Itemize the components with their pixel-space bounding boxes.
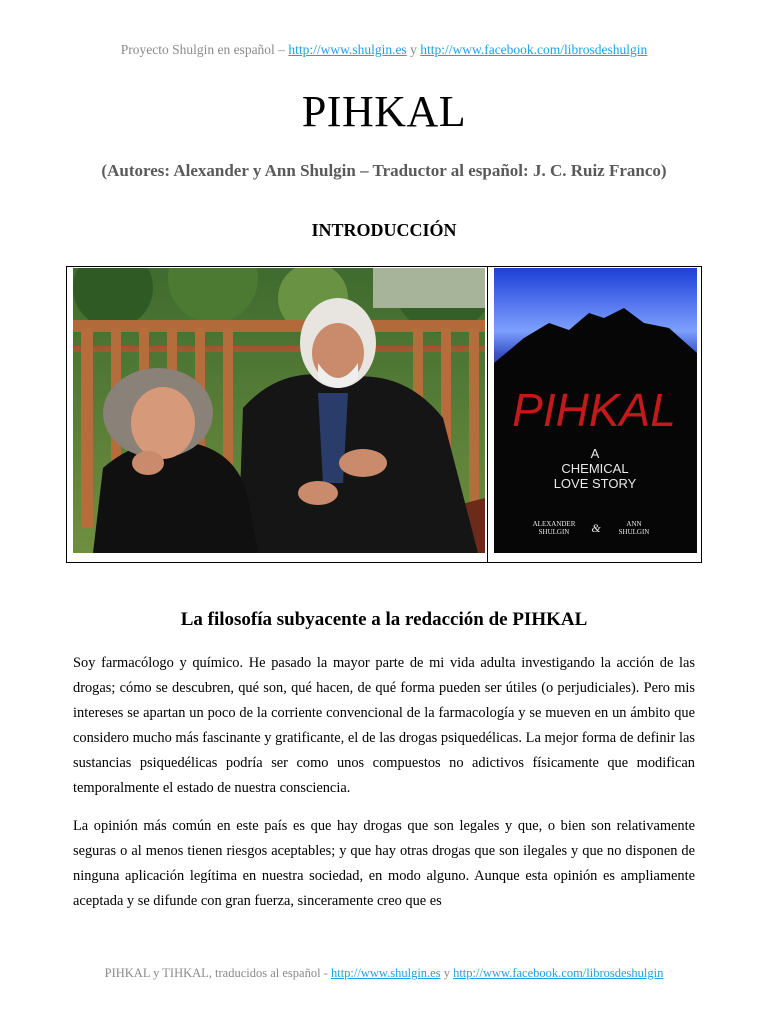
cover-subtitle-a: A — [590, 446, 600, 461]
figure-divider — [487, 267, 488, 562]
header-link-facebook[interactable]: http://www.facebook.com/librosdeshulgin — [420, 42, 648, 57]
header-separator: y — [406, 42, 421, 57]
page-footer — [0, 966, 768, 981]
footer-prefix: PIHKAL y TIHKAL, traducidos al español - — [104, 966, 331, 980]
header-prefix: Proyecto Shulgin en español – — [120, 42, 289, 57]
subheading: La filosofía subyacente a la redacción de PIHKAL — [180, 609, 588, 630]
shulgin-couple-photo — [73, 268, 485, 553]
cover-ampersand: & — [591, 521, 601, 535]
cover-logo: PIHKAL — [512, 384, 676, 436]
book-cover — [494, 268, 697, 553]
paragraph-2: La opinión más común en este país es que hay drogas que son legales y que, o bien son relativamente seguras o al menos tienen riesgos aceptables; y que hay otras drogas que son ilegales y que no disponen de ninguna aplicación legítima en nuestra sociedad, en modo alguno. Aunque esta opinión es ampliamente aceptada y se difunde con gran fuerza, sinceramente creo que es — [73, 818, 695, 909]
cover-author1-last: SHULGIN — [538, 528, 570, 536]
footer-link-facebook[interactable]: http://www.facebook.com/librosdeshulgin — [453, 966, 664, 980]
footer-link-shulgin[interactable]: http://www.shulgin.es — [330, 966, 441, 980]
figure-frame — [66, 266, 702, 563]
cover-author2-last: SHULGIN — [618, 528, 650, 536]
section-title: INTRODUCCIÓN — [311, 220, 457, 240]
page-header — [0, 42, 768, 58]
footer-separator: y — [440, 966, 454, 980]
cover-subtitle-chemical: CHEMICAL — [561, 461, 629, 476]
cover-subtitle-lovestory: LOVE STORY — [553, 476, 637, 491]
header-link-shulgin[interactable]: http://www.shulgin.es — [288, 42, 407, 57]
cover-author1-first: ALEXANDER — [532, 520, 576, 528]
document-title: PIHKAL — [301, 87, 467, 136]
authors-line: (Autores: Alexander y Ann Shulgin – Traductor al español: J. C. Ruiz Franco) — [101, 161, 667, 180]
cover-author2-first: ANN — [626, 520, 642, 528]
paragraph-1: Soy farmacólogo y químico. He pasado la mayor parte de mi vida adulta investigando la acción de las drogas; cómo se descubren, qué son, qué hacen, de qué forma pueden ser útiles (o perjudiciales). Pero mis intereses se apartan un poco de la corriente convencional de la farmacología y se mueven en un ámbito que considero mucho más fascinante y gratificante, el de las drogas psiquedélicas. La mejor forma de definir las sustancias psiquedélicas podría ser como unos compuestos no adictivos físicamente que modifican temporalmente el estado de nuestra consciencia. — [73, 655, 695, 796]
